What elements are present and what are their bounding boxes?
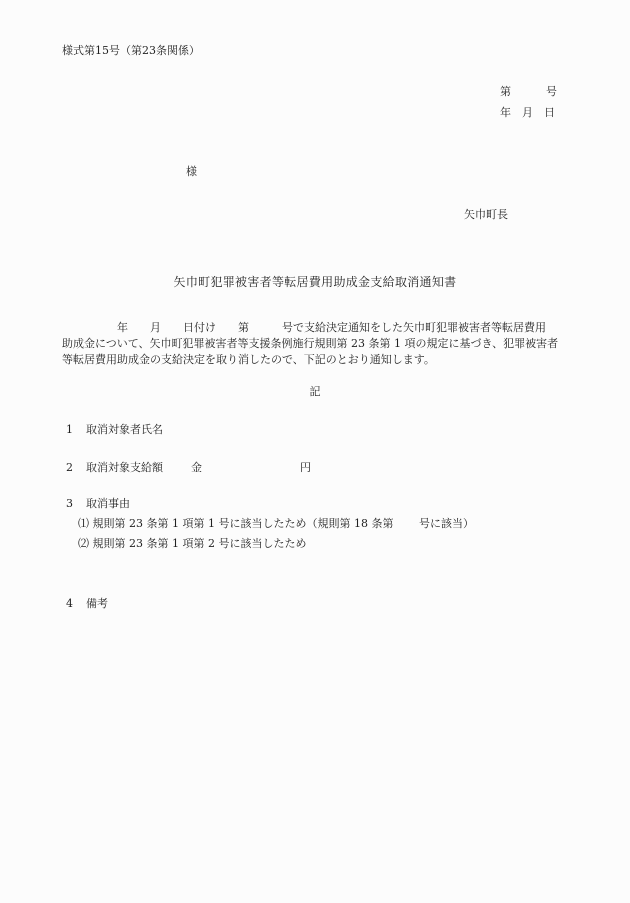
- form-number: 様式第15号（第23条関係）: [62, 44, 200, 57]
- item-reason: [66, 498, 130, 509]
- item-number: 2: [66, 461, 73, 474]
- item-label: 取消事由: [86, 497, 130, 510]
- amount-suffix: 円: [300, 461, 311, 474]
- item-target-name: [66, 424, 163, 435]
- date-month: 月: [522, 106, 533, 119]
- reason-2: ⑵ 規則第 23 条第 1 項第 2 号に該当したため: [78, 537, 307, 550]
- item-number: 3: [66, 497, 73, 510]
- item-label: 備考: [86, 597, 108, 610]
- sender: 矢巾町長: [464, 208, 508, 221]
- item-label: 取消対象支給額: [86, 461, 163, 474]
- doc-no-suffix: 号: [546, 85, 557, 98]
- amount-prefix: 金: [191, 461, 202, 474]
- item-label: 取消対象者氏名: [86, 423, 163, 436]
- body-paragraph: [62, 320, 572, 368]
- item-remarks: [66, 598, 108, 609]
- item-target-amount: [66, 462, 311, 473]
- doc-no-prefix: 第: [500, 85, 511, 98]
- date-day: 日: [544, 106, 555, 119]
- reason-1: ⑴ 規則第 23 条第 1 項第 1 号に該当したため（規則第 18 条第 号に該当）: [78, 517, 474, 530]
- body-line: 年 月 日付け 第 号で支給決定通知をした矢巾町犯罪被害者等転居費用: [62, 321, 546, 334]
- document-title: 矢巾町犯罪被害者等転居費用助成金支給取消通知書: [173, 275, 457, 289]
- body-line: 助成金について、矢巾町犯罪被害者等支援条例施行規則第 23 条第 1 項の規定に基づき、犯罪被害者: [62, 337, 559, 350]
- date-year: 年: [500, 106, 511, 119]
- body-line: 等転居費用助成金の支給決定を取り消したので、下記のとおり通知します。: [62, 353, 435, 366]
- addressee: 様: [186, 165, 197, 178]
- item-number: 1: [66, 423, 73, 436]
- item-number: 4: [66, 597, 73, 610]
- ki-heading: 記: [309, 385, 321, 398]
